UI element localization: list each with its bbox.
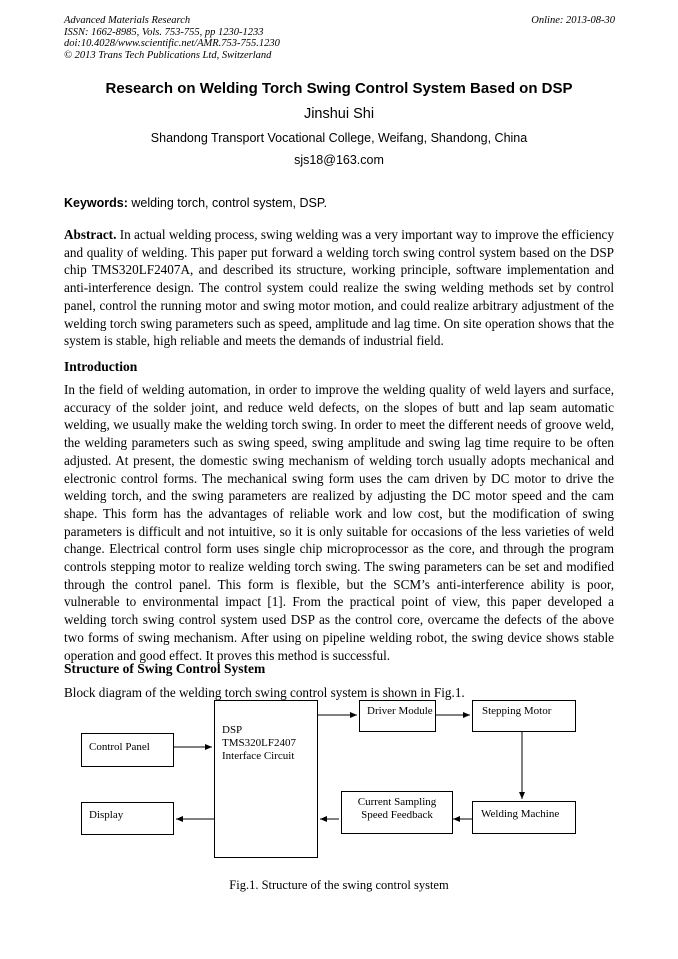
author-name: Jinshui Shi bbox=[303, 106, 375, 122]
doi-line: doi:10.4028/www.scientific.net/AMR.753-755.1230 bbox=[64, 38, 280, 49]
paper-title: Research on Welding Torch Swing Control System Based on DSP bbox=[105, 80, 573, 97]
online-date: Online: 2013-08-30 bbox=[531, 15, 615, 26]
affiliation: Shandong Transport Vocational College, Weifang, Shandong, China bbox=[150, 131, 528, 145]
driver-module-box bbox=[359, 700, 436, 732]
driver-module-label: Driver Module bbox=[367, 705, 433, 717]
stepping-motor-label: Stepping Motor bbox=[482, 705, 552, 717]
keywords-text: welding torch, control system, DSP. bbox=[127, 196, 328, 210]
dsp-box bbox=[214, 700, 318, 858]
display-box bbox=[81, 802, 174, 835]
abstract bbox=[64, 226, 614, 350]
journal-name: Advanced Materials Research bbox=[64, 15, 191, 26]
introduction-text: In the field of welding automation, in order to improve the welding quality of weld layers and surface, accuracy of the solder joint, and reduce weld defects, on the slopes of butt and lap seam automatic welding, we usually make the welding torch swing. In order to meet the different needs of groove weld, the welding parameters such as swing speed, swing amplitude and swing lag time require to be often adjusted. At present, the domestic swing mechanism of welding torch usually adopts mechanical and electronic control forms. The mechanical swing form uses the cam driven by DC motor to drive the welding torch, and the swing parameters are realized by adjusting the DC motor speed and the cam shape. This form has the advantages of reliable work and low cost, but the modification of swing parameters is difficult and not intuitive, so it is only suitable for occasions of the less varieties of weld change. Electrical control form uses single chip microprocessor as the core, and through the program controls stepping motor to realize welding torch swing. The swing parameters can be set and modified through the control panel. This form is flexible, but the SCM’s anti-interference ability is poor, vulnerable to environmental impact [1]. From the practical point of view, this paper developed a welding torch swing control system used DSP as the control core, overcame the defects of the above two forms of swing mechanism. After using on pipeline welding robot, the swing device shows stable operation and good effect. It proves this method is successful. bbox=[64, 382, 614, 663]
author-email: sjs18@163.com bbox=[294, 153, 384, 167]
keywords bbox=[64, 196, 615, 210]
abstract-text: In actual welding process, swing welding was a very important way to improve the efficiency and quality of welding. This paper put forward a welding torch swing control system based on the DSP chip TMS320LF2407A, and described its structure, working principle, software implementation and anti-interference design. The control system could realize the swing welding methods set by control panel, control the running motor and swing motor motion, and could realize arbitrary adjustment of the welding torch swing parameters such as speed, amplitude and lag time. On site operation shows that the system is stable, high reliable and meets the demands of industrial field. bbox=[64, 227, 614, 349]
dsp-interface-label: Interface Circuit bbox=[222, 750, 295, 762]
welding-machine-label: Welding Machine bbox=[481, 808, 560, 820]
abstract-label: Abstract. bbox=[64, 227, 117, 242]
dsp-label: DSP bbox=[222, 724, 243, 736]
control-panel-box bbox=[81, 733, 174, 767]
display-label: Display bbox=[89, 809, 124, 821]
control-panel-label: Control Panel bbox=[89, 741, 150, 753]
issn-line: ISSN: 1662-8985, Vols. 753-755, pp 1230-1233 bbox=[64, 26, 264, 38]
diagram-arrows bbox=[0, 695, 678, 865]
keywords-label: Keywords: bbox=[64, 196, 128, 210]
introduction-heading: Introduction bbox=[64, 359, 138, 374]
copyright-line: © 2013 Trans Tech Publications Ltd, Switzerland bbox=[64, 49, 272, 61]
current-sampling-box bbox=[341, 791, 453, 834]
stepping-motor-box bbox=[472, 700, 576, 732]
speed-feedback-label: Speed Feedback bbox=[361, 809, 433, 821]
structure-intro: Block diagram of the welding torch swing control system is shown in Fig.1. bbox=[64, 685, 465, 700]
current-sampling-label: Current Sampling bbox=[357, 796, 437, 808]
welding-machine-box bbox=[472, 801, 576, 834]
journal-header bbox=[64, 15, 280, 61]
figure-caption: Fig.1. Structure of the swing control system bbox=[229, 878, 449, 892]
structure-heading: Structure of Swing Control System bbox=[64, 661, 266, 676]
dsp-chip-label: TMS320LF2407 bbox=[222, 737, 296, 749]
